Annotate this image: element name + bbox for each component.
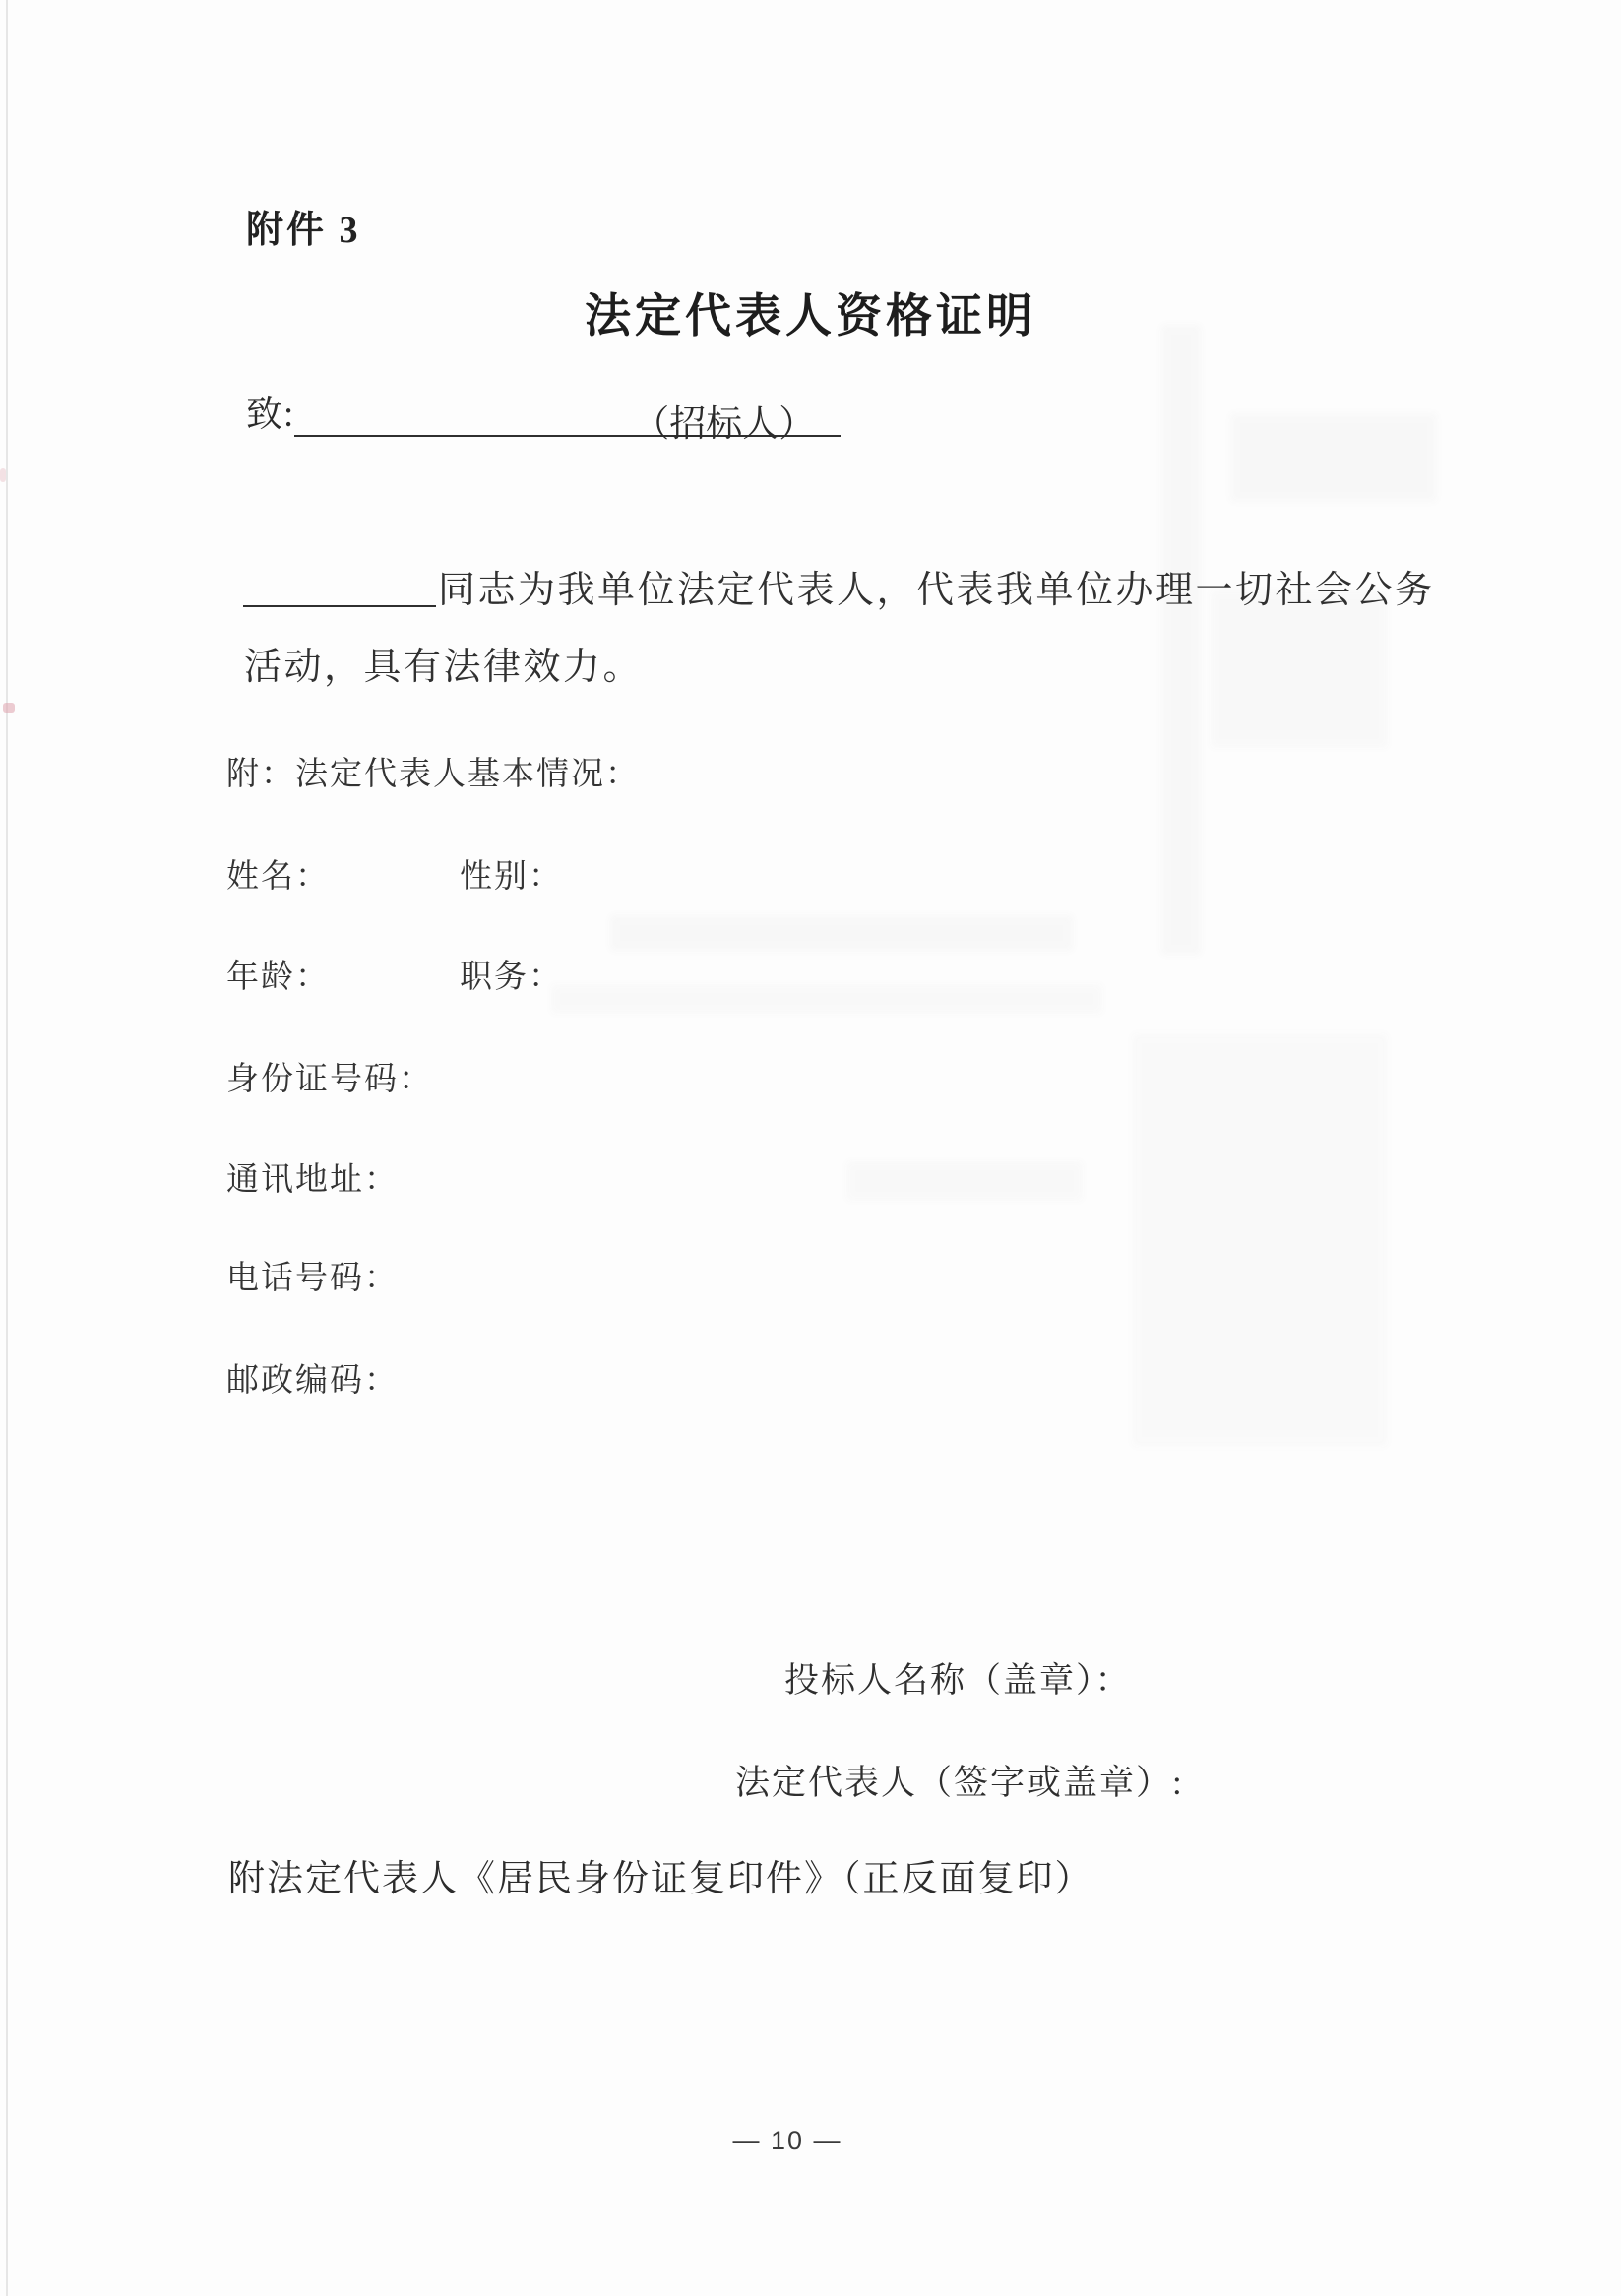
salutation-line xyxy=(246,384,841,445)
bleed-through-artifact xyxy=(551,984,1102,1014)
body-line-1-text: 同志为我单位法定代表人，代表我单位办理一切社会公务 xyxy=(438,570,1435,611)
bleed-through-artifact xyxy=(610,915,1073,951)
field-label-name: 姓名： xyxy=(226,859,330,895)
field-label-job-title: 职务： xyxy=(460,960,563,995)
field-label-mailing-address: 通讯地址： xyxy=(226,1162,399,1198)
bleed-through-artifact xyxy=(1211,590,1388,748)
bleed-through-artifact xyxy=(1230,413,1437,502)
recipient-blank-line: （招标人） xyxy=(294,394,841,437)
field-label-id-number: 身份证号码： xyxy=(226,1062,433,1097)
bleed-through-artifact xyxy=(846,1161,1083,1201)
bleed-through-artifact xyxy=(1161,325,1201,955)
pink-scan-mark-small xyxy=(0,468,6,482)
legal-rep-signature-label: 法定代表人（签字或盖章）: xyxy=(735,1764,1184,1802)
bidder-name-seal-label: 投标人名称（盖章）： xyxy=(784,1661,1132,1700)
pink-scan-mark xyxy=(3,703,15,713)
field-label-gender: 性别： xyxy=(460,859,563,895)
attachment-label: 附件 3 xyxy=(246,210,361,251)
field-label-postal-code: 邮政编码： xyxy=(226,1363,399,1398)
body-paragraph-line-2: 活动，具有法律效力。 xyxy=(244,647,644,688)
to-label: 致: xyxy=(246,395,295,435)
basic-info-heading: 附：法定代表人基本情况： xyxy=(226,757,640,792)
name-blank-line xyxy=(243,568,436,607)
body-paragraph-line-1 xyxy=(243,559,1435,613)
page-number: — 10 — xyxy=(732,2126,842,2155)
bleed-through-artifact xyxy=(1132,1033,1388,1447)
field-label-age: 年龄： xyxy=(226,960,330,995)
document-title: 法定代表人资格证明 xyxy=(585,291,1036,342)
id-copy-footnote: 附法定代表人《居民身份证复印件》（正反面复印） xyxy=(228,1859,1093,1899)
field-label-phone-number: 电话号码： xyxy=(226,1261,399,1296)
